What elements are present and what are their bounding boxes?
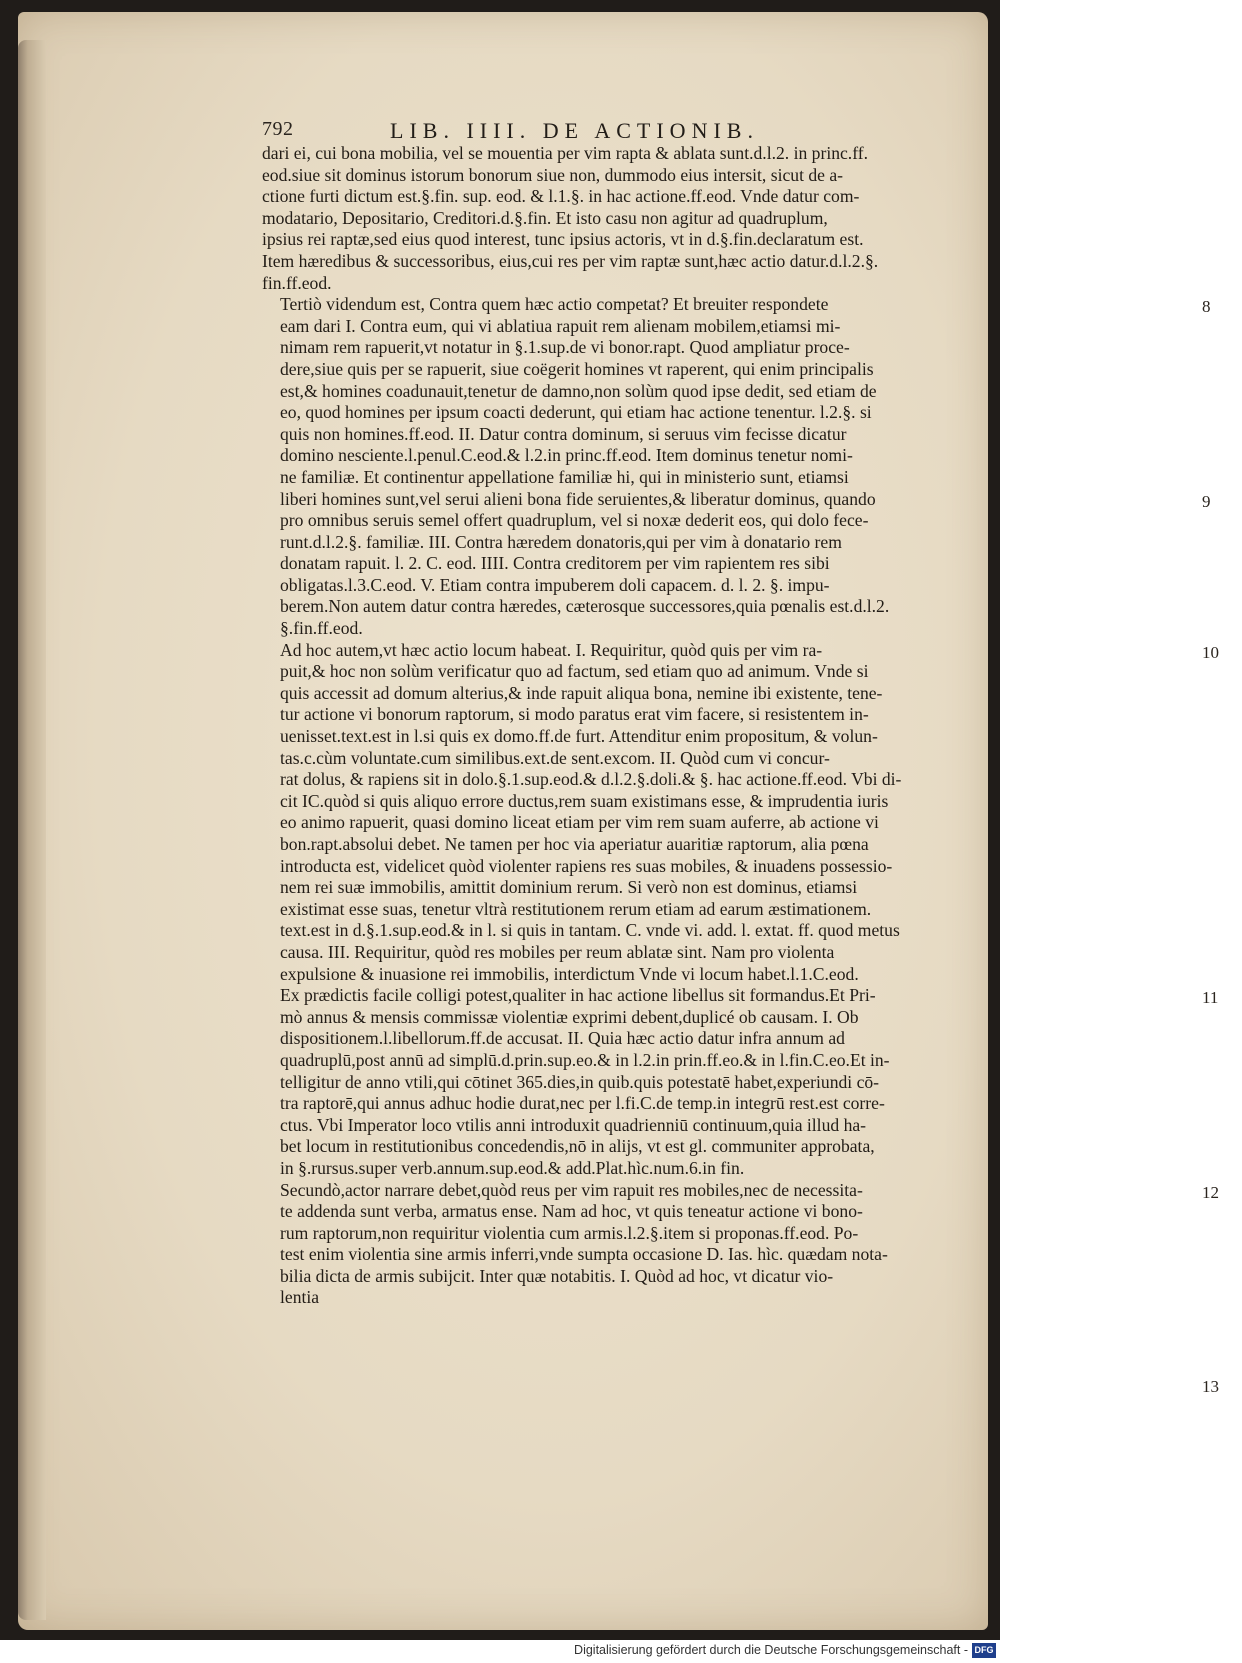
text-line: obligatas.l.3.C.eod. V. Etiam contra impuberem doli capacem. d. l. 2. §. impu-: [280, 574, 830, 595]
page-edge: [18, 40, 46, 1620]
text-line: eo, quod homines per ipsum coacti dederunt, qui etiam hac actione tenentur. l.2.§. si: [280, 402, 872, 423]
text-line: dispositionem.l.libellorum.ff.de accusat. II. Quia hæc actio datur infra annum ad: [280, 1028, 845, 1049]
dfg-logo: DFG: [972, 1643, 996, 1658]
text-line: ne familiæ. Et continentur appellatione familiæ hi, qui in ministerio sunt, etiamsi: [280, 466, 849, 487]
text-line: test enim violentia sine armis inferri,vnde sumpta occasione D. Ias. hìc. quædam nota-: [280, 1244, 888, 1265]
body-text: [262, 143, 1219, 1397]
text-line: quis non homines.ff.eod. II. Datur contra dominum, si seruus vim fecisse dicatur: [280, 423, 847, 444]
margin-number: 8: [1202, 297, 1211, 317]
text-line: quadruplū,post annū ad simplū.d.prin.sup.eo.& in l.2.in prin.ff.eo.& in l.fin.C.eo.Et in-: [280, 1049, 890, 1070]
text-line: ctus. Vbi Imperator loco vtilis anni introduxit quadrienniū continuum,quia illud ha-: [280, 1114, 867, 1135]
paragraph: [262, 985, 934, 1179]
margin-number: 13: [1202, 1377, 1219, 1397]
text-line: expulsione & inuasione rei immobilis, interdictum Vnde vi locum habet.l.1.C.eod.: [280, 963, 859, 984]
margin-number: 10: [1202, 642, 1219, 662]
text-line: nem rei suæ immobilis, amittit dominium rerum. Si verò non est dominus, etiamsi: [280, 877, 858, 898]
margin-number: 11: [1202, 988, 1219, 1008]
footer-credit: Digitalisierung gefördert durch die Deutsche Forschungsgemeinschaft -: [574, 1643, 968, 1657]
text-line: bilia dicta de armis subijcit. Inter quæ notabitis. I. Quòd ad hoc, vt dicatur vio-: [280, 1265, 834, 1286]
text-line: est,& homines coadunauit,tenetur de damno,non solùm quod ipse dedit, sed etiam de: [280, 380, 877, 401]
margin-numbers: [1202, 143, 1242, 1543]
paragraph: [262, 143, 934, 294]
text-line: fin.ff.eod.: [262, 272, 332, 293]
text-line: text.est in d.§.1.sup.eod.& in l. si quis in tantam. C. vnde vi. add. l. extat. ff. quod metus: [280, 920, 900, 941]
digitization-footer: [0, 1640, 1000, 1663]
margin-number: 9: [1202, 491, 1211, 511]
text-line: telligitur de anno vtili,qui cōtinet 365.dies,in quib.quis potestatē habet,experiundi cō-: [280, 1071, 880, 1092]
text-line: puit,& hoc non solùm verificatur quo ad factum, sed etiam quo ad animum. Vnde si: [280, 661, 869, 682]
text-line: nimam rem rapuerit,vt notatur in §.1.sup.de vi bonor.rapt. Quod ampliatur proce-: [280, 337, 850, 358]
text-line: quis accessit ad domum alterius,& inde rapuit aliqua bona, nemine ibi existente, tene-: [280, 682, 883, 703]
text-line: existimat esse suas, tenetur vltrà restitutionem rerum etiam ad earum æstimationem.: [280, 898, 872, 919]
margin-number: 12: [1202, 1182, 1219, 1202]
text-line: tra raptorē,qui annus adhuc hodie durat,nec per l.fi.C.de temp.in integrū rest.est corre-: [280, 1093, 885, 1114]
text-line: donatam rapuit. l. 2. C. eod. IIII. Contra creditorem per vim rapientem res sibi: [280, 553, 830, 574]
text-line: Secundò,actor narrare debet,quòd reus per vim rapuit res mobiles,nec de necessita-: [280, 1179, 863, 1200]
text-line: introducta est, videlicet quòd violenter rapiens res suas mobiles, & inuadens possessio-: [280, 855, 893, 876]
page-number: 792: [262, 118, 294, 140]
text-line: tas.c.cùm voluntate.cum similibus.ext.de sent.excom. II. Quòd cum vi concur-: [280, 747, 830, 768]
text-line: rum raptorum,non requiritur violentia cum armis.l.2.§.item si proponas.ff.eod. Po-: [280, 1222, 859, 1243]
text-line: bet locum in restitutionibus concedendis,nō in alijs, vt est gl. communiter approbata,: [280, 1136, 875, 1157]
text-line: Ad hoc autem,vt hæc actio locum habeat. I. Requiritur, quòd quis per vim ra-: [280, 639, 823, 660]
text-line: domino nesciente.l.penul.C.eod.& l.2.in princ.ff.eod. Item dominus tenetur nomi-: [280, 445, 853, 466]
text-line: Item hæredibus & successoribus, eius,cui res per vim raptæ sunt,hæc actio datur.d.l.2.§.: [262, 250, 879, 271]
paragraph: [262, 294, 934, 640]
text-line: lentia: [280, 1287, 320, 1308]
text-line: pro omnibus seruis semel offert quadruplum, vel si noxæ dederit eos, qui dolo fece-: [280, 510, 869, 531]
text-line: runt.d.l.2.§. familiæ. III. Contra hæredem donatoris,qui per vim à donatario rem: [280, 531, 842, 552]
text-line: dere,siue quis per se rapuerit, siue coëgerit homines vt raperent, qui enim principalis: [280, 358, 874, 379]
text-line: causa. III. Requiritur, quòd res mobiles per reum ablatæ sint. Nam pro violenta: [280, 941, 835, 962]
text-line: Ex prædictis facile colligi potest,qualiter in hac actione libellus sit formandus.Et Pri-: [280, 985, 876, 1006]
text-line: liberi homines sunt,vel serui alieni bona fide seruientes,& liberatur dominus, quando: [280, 488, 876, 509]
text-line: cit IC.quòd si quis aliquo errore ductus,rem suam existimans esse, & imprudentia iuris: [280, 790, 889, 811]
text-line: dari ei, cui bona mobilia, vel se mouentia per vim rapta & ablata sunt.d.l.2. in princ.ff.: [262, 143, 869, 163]
text-line: modatario, Depositario, Creditori.d.§.fin. Et isto casu non agitur ad quadruplum,: [262, 207, 828, 228]
text-line: eam dari I. Contra eum, qui vi ablatiua rapuit rem alienam mobilem,etiamsi mi-: [280, 315, 841, 336]
text-line: eod.siue sit dominus istorum bonorum siue non, dummodo eius intersit, sicut de a-: [262, 164, 844, 185]
text-line: eo animo rapuerit, quasi domino liceat etiam per vim rem suam auferre, ab actione vi: [280, 812, 879, 833]
text-line: bon.rapt.absolui debet. Ne tamen per hoc via aperiatur auaritiæ raptorum, alia pœna: [280, 834, 869, 854]
text-line: ctione furti dictum est.§.fin. sup. eod. & l.1.§. in hac actione.ff.eod. Vnde datur com-: [262, 186, 860, 207]
paragraph: [262, 1180, 934, 1310]
running-title: LIB. IIII. DE ACTIONIB.: [390, 118, 759, 143]
text-line: in §.rursus.super verb.annum.sup.eod.& add.Plat.hìc.num.6.in fin.: [280, 1157, 745, 1178]
text-line: rat dolus, & rapiens sit in dolo.§.1.sup.eod.& d.l.2.§.doli.& §. hac actione.ff.eod. Vbi di-: [280, 769, 902, 790]
text-line: te addenda sunt verba, armatus ense. Nam ad hoc, vt quis teneatur actione vi bono-: [280, 1201, 863, 1222]
text-line: mò annus & mensis commissæ violentiæ exprimi debent,duplicé ob causam. I. Ob: [280, 1006, 859, 1027]
text-line: Tertiò videndum est, Contra quem hæc actio competat? Et breuiter respondete: [280, 294, 829, 315]
paragraph: [262, 640, 934, 986]
text-line: §.fin.ff.eod.: [280, 618, 363, 639]
text-line: tur actione vi bonorum raptorum, si modo paratus erat vim facere, si resistentem in-: [280, 704, 869, 725]
text-line: ipsius rei raptæ,sed eius quod interest, tunc ipsius actoris, vt in d.§.fin.declaratum est.: [262, 229, 864, 250]
text-line: uenisset.text.est in l.si quis ex domo.ff.de furt. Attenditur enim propositum, & volun-: [280, 726, 878, 747]
text-line: berem.Non autem datur contra hæredes, cæterosque successores,quia pœnalis est.d.l.2.: [280, 596, 890, 617]
